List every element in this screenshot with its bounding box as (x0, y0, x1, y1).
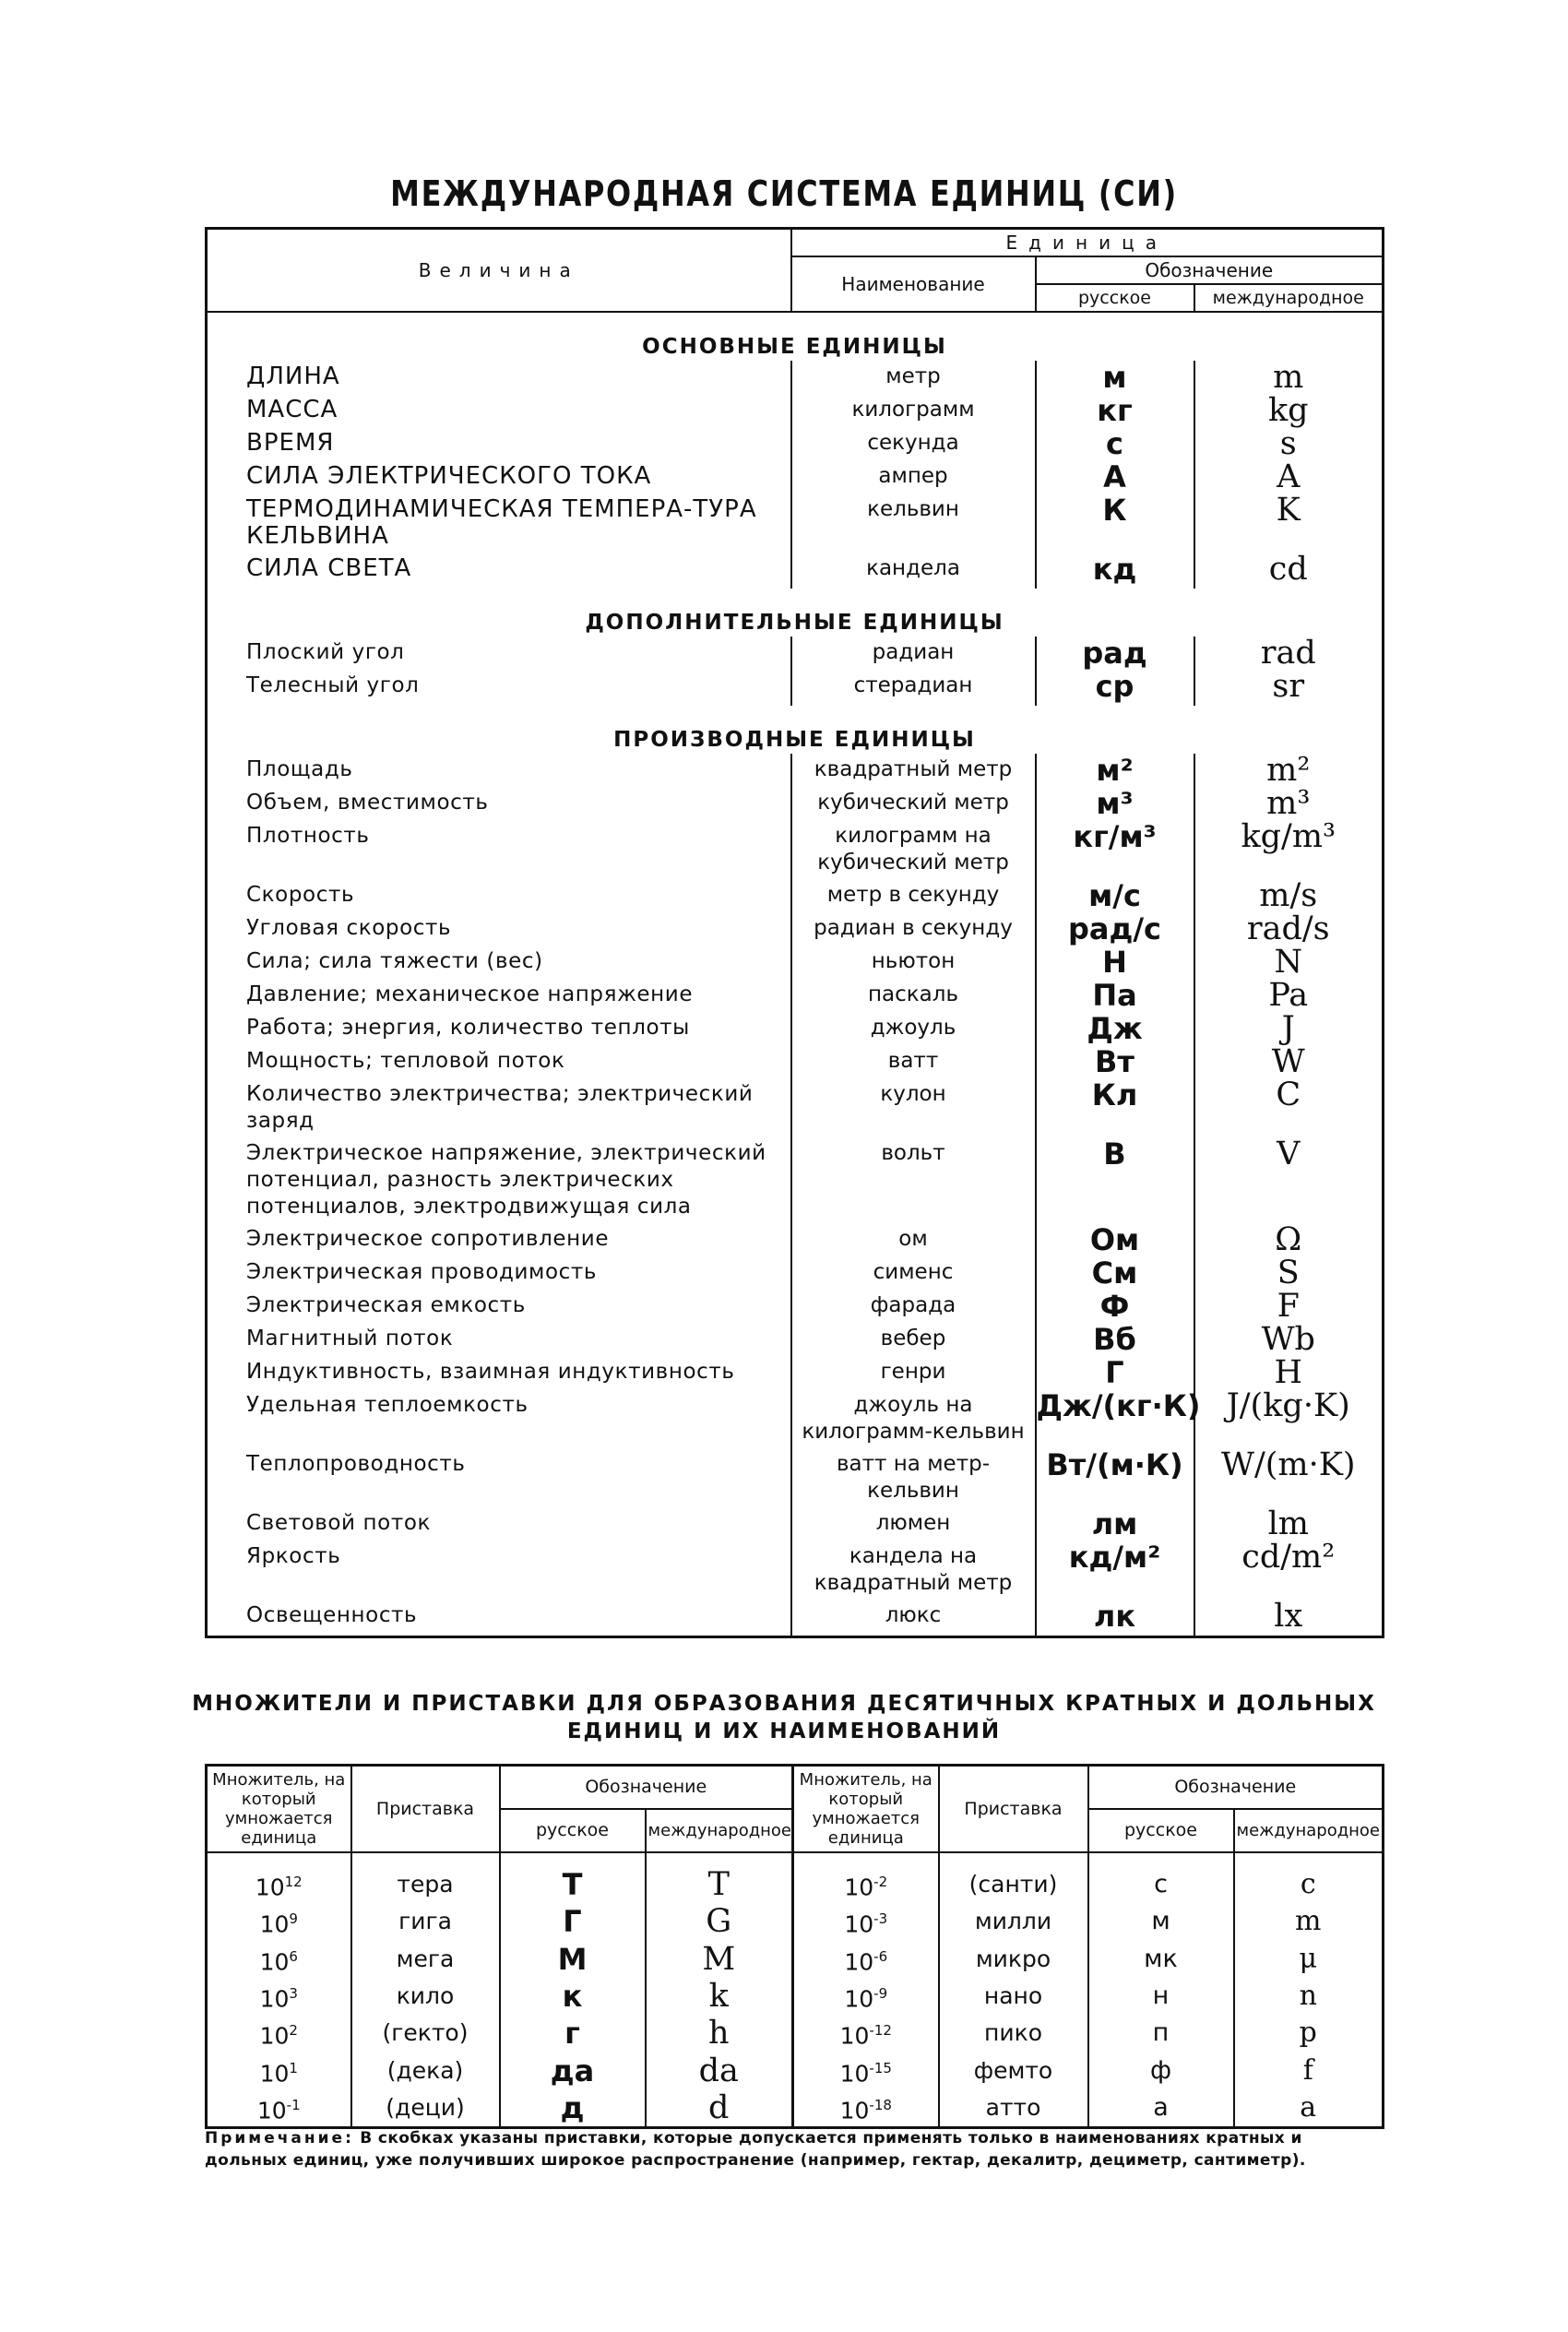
russian-symbol: ср (1036, 670, 1194, 706)
prefix-name: фемто (939, 2052, 1088, 2089)
unit-name: вебер (791, 1323, 1036, 1356)
multiplier-value: $10^{-15}$ (793, 2052, 939, 2089)
quantity-name: Телесный угол (246, 673, 420, 697)
unit-row (207, 1541, 1384, 1600)
multiplier-value: $10^1$ (259, 2059, 298, 2087)
quantity-name: Яркость (246, 1544, 341, 1568)
footnote-label: Примечание: (205, 2129, 354, 2148)
prefix-table-title (0, 1690, 1568, 1745)
quantity-name: Теплопроводность (246, 1452, 466, 1476)
prefix-international-symbol: T (646, 1852, 793, 1903)
header-russian: русское (1036, 284, 1194, 312)
russian-symbol: См (1036, 1256, 1194, 1290)
international-symbol: Wb (1194, 1323, 1384, 1356)
quantity-name: ВРЕМЯ (246, 429, 335, 457)
quantity-name: Плоский угол (246, 640, 405, 664)
multiplier-exponent: -12 (869, 2022, 892, 2040)
unit-row (207, 1137, 1384, 1223)
prefix-name: (деци) (351, 2089, 500, 2128)
international-symbol: W (1194, 1045, 1384, 1078)
prefix-name: мега (351, 1941, 500, 1978)
prefix-name: (гекто) (351, 2015, 500, 2052)
prefix-russian-symbol: с (1088, 1852, 1234, 1903)
section-title: ПРОИЗВОДНЫЕ ЕДИНИЦЫ (613, 728, 976, 752)
international-symbol: K (1194, 494, 1384, 553)
multiplier-exponent: -3 (873, 1910, 888, 1928)
international-symbol: C (1194, 1078, 1384, 1137)
prefix-title-line2: ЕДИНИЦ И ИХ НАИМЕНОВАНИЙ (566, 1719, 1002, 1743)
unit-name: метр (791, 361, 1036, 394)
prefix-russian-symbol: Г (500, 1903, 646, 1940)
multiplier-value: $10^{-18}$ (793, 2089, 939, 2128)
multiplier-exponent: -9 (873, 1984, 888, 2002)
prefix-international-symbol: k (646, 1978, 793, 2015)
russian-symbol: Ом (1036, 1223, 1194, 1256)
unit-row (207, 427, 1384, 460)
unit-row (207, 1600, 1384, 1637)
international-symbol: rad (1194, 637, 1384, 670)
russian-symbol: м (1036, 361, 1194, 394)
unit-name: секунда (791, 427, 1036, 460)
prefix-russian-symbol: м (1088, 1903, 1234, 1940)
unit-name: кулон (791, 1078, 1036, 1137)
russian-symbol: кг (1036, 394, 1194, 427)
prefix-row (207, 1941, 1384, 1978)
section-header (207, 312, 1384, 361)
prefix-header-russian: русское (500, 1809, 646, 1852)
unit-name: фарада (791, 1290, 1036, 1323)
prefix-header-russian: русское (1088, 1809, 1234, 1852)
prefix-row (207, 2052, 1384, 2089)
prefix-header-prefix: Приставка (351, 1766, 500, 1853)
multiplier-exponent: 6 (289, 1947, 298, 1965)
prefix-international-symbol: f (1234, 2052, 1384, 2089)
unit-name: люмен (791, 1507, 1036, 1541)
prefix-name: тера (351, 1852, 500, 1903)
prefix-name: нано (939, 1978, 1088, 2015)
unit-row (207, 979, 1384, 1012)
multiplier-value: $10^9$ (259, 1910, 298, 1938)
quantity-name: Сила; сила тяжести (вес) (246, 949, 543, 973)
prefix-international-symbol: p (1234, 2015, 1384, 2052)
quantity-name: Скорость (246, 883, 355, 907)
russian-symbol: м³ (1036, 787, 1194, 820)
international-symbol: S (1194, 1256, 1384, 1290)
quantity-name: Электрическое сопротивление (246, 1227, 610, 1251)
section-title: ДОПОЛНИТЕЛЬНЫЕ ЕДИНИЦЫ (585, 611, 1004, 635)
multiplier-exponent: -6 (873, 1947, 888, 1965)
multiplier-value: $10^{-6}$ (793, 1941, 939, 1978)
russian-symbol: Ф (1036, 1290, 1194, 1323)
quantity-name: Электрическая емкость (246, 1293, 526, 1317)
prefix-row (207, 1852, 1384, 1903)
prefix-name: (дека) (351, 2052, 500, 2089)
prefix-russian-symbol: к (500, 1978, 646, 2015)
unit-name: стерадиан (791, 670, 1036, 706)
quantity-name: ТЕРМОДИНАМИЧЕСКАЯ ТЕМПЕРА-ТУРА КЕЛЬВИНА (246, 495, 757, 550)
multiplier-exponent: 9 (289, 1910, 298, 1928)
russian-symbol: Вт/(м·К) (1036, 1448, 1194, 1507)
prefix-header-designation: Обозначение (500, 1766, 793, 1810)
quantity-name: ДЛИНА (246, 363, 340, 390)
international-symbol: lm (1194, 1507, 1384, 1541)
unit-name: килограмм на кубический метр (791, 820, 1036, 879)
russian-symbol: В (1036, 1137, 1194, 1223)
prefix-table (205, 1764, 1384, 2129)
quantity-name: Объем, вместимость (246, 791, 489, 815)
unit-row (207, 1290, 1384, 1323)
multiplier-value: $10^{-12}$ (793, 2015, 939, 2052)
unit-name: квадратный метр (791, 754, 1036, 787)
russian-symbol: Н (1036, 946, 1194, 979)
quantity-name: Удельная теплоемкость (246, 1393, 529, 1417)
unit-name: ампер (791, 460, 1036, 494)
multiplier-exponent: -2 (873, 1874, 888, 1890)
russian-symbol: лк (1036, 1600, 1194, 1637)
russian-symbol: лм (1036, 1507, 1194, 1541)
unit-row (207, 494, 1384, 553)
si-units-table (205, 227, 1384, 1638)
unit-row (207, 1389, 1384, 1448)
header-unit: Единица (791, 229, 1384, 257)
international-symbol: m² (1194, 754, 1384, 787)
quantity-name: Световой поток (246, 1511, 431, 1535)
unit-row (207, 820, 1384, 879)
unit-row (207, 1012, 1384, 1045)
unit-name: радиан в секунду (791, 912, 1036, 946)
russian-symbol: Кл (1036, 1078, 1194, 1137)
prefix-russian-symbol: г (500, 2015, 646, 2052)
prefix-name: милли (939, 1903, 1088, 1940)
header-international: международное (1194, 284, 1384, 312)
prefix-russian-symbol: Т (500, 1852, 646, 1903)
unit-name: кельвин (791, 494, 1036, 553)
prefix-row (207, 2015, 1384, 2052)
prefix-international-symbol: G (646, 1903, 793, 1940)
prefix-international-symbol: M (646, 1941, 793, 1978)
unit-row (207, 670, 1384, 706)
prefix-row (207, 1978, 1384, 2015)
unit-name: кубический метр (791, 787, 1036, 820)
international-symbol: kg (1194, 394, 1384, 427)
prefix-russian-symbol: мк (1088, 1941, 1234, 1978)
footnote (205, 2127, 1382, 2171)
international-symbol: H (1194, 1356, 1384, 1389)
quantity-name: Угловая скорость (246, 916, 452, 940)
russian-symbol: Па (1036, 979, 1194, 1012)
international-symbol: rad/s (1194, 912, 1384, 946)
prefix-header-international: международное (646, 1809, 793, 1852)
russian-symbol: А (1036, 460, 1194, 494)
international-symbol: Ω (1194, 1223, 1384, 1256)
multiplier-exponent: 3 (289, 1984, 298, 2002)
international-symbol: m/s (1194, 879, 1384, 912)
russian-symbol: К (1036, 494, 1194, 553)
unit-row (207, 361, 1384, 394)
unit-row (207, 1078, 1384, 1137)
international-symbol: Pa (1194, 979, 1384, 1012)
unit-row (207, 946, 1384, 979)
multiplier-value: $10^{12}$ (255, 1874, 303, 1901)
prefix-row (207, 2089, 1384, 2128)
international-symbol: V (1194, 1137, 1384, 1223)
unit-row (207, 1323, 1384, 1356)
international-symbol: s (1194, 427, 1384, 460)
unit-name: люкс (791, 1600, 1036, 1637)
unit-row (207, 879, 1384, 912)
unit-name: метр в секунду (791, 879, 1036, 912)
russian-symbol: Г (1036, 1356, 1194, 1389)
unit-row (207, 787, 1384, 820)
multiplier-value: $10^{-1}$ (256, 2096, 301, 2124)
quantity-name: Индуктивность, взаимная индуктивность (246, 1360, 735, 1384)
multiplier-value: $10^3$ (259, 1984, 298, 2013)
unit-row (207, 1045, 1384, 1078)
multiplier-value: $10^2$ (259, 2022, 298, 2050)
russian-symbol: кд (1036, 553, 1194, 589)
section-title: ОСНОВНЫЕ ЕДИНИЦЫ (207, 312, 1384, 361)
unit-row (207, 912, 1384, 946)
unit-name: ньютон (791, 946, 1036, 979)
prefix-name: (санти) (939, 1852, 1088, 1903)
multiplier-value: $10^{-9}$ (793, 1978, 939, 2015)
prefix-international-symbol: da (646, 2052, 793, 2089)
international-symbol: cd/m² (1194, 1541, 1384, 1600)
quantity-name: Работа; энергия, количество теплоты (246, 1016, 690, 1040)
multiplier-exponent: -1 (286, 2096, 301, 2113)
russian-symbol: Дж (1036, 1012, 1194, 1045)
quantity-name: Мощность; тепловой поток (246, 1049, 565, 1073)
section-header (207, 589, 1384, 637)
multiplier-exponent: 1 (289, 2059, 298, 2076)
quantity-name: МАССА (246, 396, 339, 423)
unit-name: паскаль (791, 979, 1036, 1012)
unit-name: вольт (791, 1137, 1036, 1223)
unit-name: джоуль (791, 1012, 1036, 1045)
russian-symbol: м² (1036, 754, 1194, 787)
prefix-russian-symbol: п (1088, 2015, 1234, 2052)
prefix-russian-symbol: М (500, 1941, 646, 1978)
prefix-russian-symbol: а (1088, 2089, 1234, 2128)
russian-symbol: рад/с (1036, 912, 1194, 946)
unit-row (207, 1356, 1384, 1389)
prefix-russian-symbol: н (1088, 1978, 1234, 2015)
header-name: Наименование (791, 256, 1036, 312)
prefix-international-symbol: a (1234, 2089, 1384, 2128)
unit-row (207, 1223, 1384, 1256)
prefix-russian-symbol: ф (1088, 2052, 1234, 2089)
international-symbol: J/(kg·K) (1194, 1389, 1384, 1448)
international-symbol: sr (1194, 670, 1384, 706)
page-title: МЕЖДУНАРОДНАЯ СИСТЕМА ЕДИНИЦ (СИ) (390, 173, 1178, 214)
prefix-name: кило (351, 1978, 500, 2015)
unit-row (207, 1507, 1384, 1541)
prefix-international-symbol: m (1234, 1903, 1384, 1940)
unit-name: сименс (791, 1256, 1036, 1290)
unit-row (207, 460, 1384, 494)
unit-row (207, 394, 1384, 427)
quantity-name: СИЛА ЭЛЕКТРИЧЕСКОГО ТОКА (246, 462, 652, 490)
multiplier-value: $10^{-2}$ (793, 1852, 939, 1903)
prefix-international-symbol: c (1234, 1852, 1384, 1903)
international-symbol: A (1194, 460, 1384, 494)
prefix-table-body (207, 1852, 1384, 2128)
quantity-name: Магнитный поток (246, 1327, 454, 1350)
international-symbol: J (1194, 1012, 1384, 1045)
international-symbol: m (1194, 361, 1384, 394)
header-designation: Обозначение (1036, 256, 1384, 284)
international-symbol: lx (1194, 1600, 1384, 1637)
footnote-text: В скобках указаны приставки, которые допускается применять только в наименованиях кратных и дольных единиц, уже получивших широкое распространение (например, гектар, декалитр, дециметр, сантиметр). (205, 2129, 1306, 2170)
russian-symbol: Дж/(кг·К) (1036, 1389, 1194, 1448)
quantity-name: Площадь (246, 757, 353, 781)
multiplier-value: $10^{-3}$ (793, 1903, 939, 1940)
unit-name: ватт (791, 1045, 1036, 1078)
quantity-name: Освещенность (246, 1603, 418, 1627)
prefix-name: пико (939, 2015, 1088, 2052)
si-units-body (207, 312, 1384, 1637)
prefix-header-multiplier: Множитель, на который умножается единица (207, 1766, 351, 1853)
prefix-name: микро (939, 1941, 1088, 1978)
unit-row (207, 637, 1384, 670)
unit-name: кандела на квадратный метр (791, 1541, 1036, 1600)
prefix-international-symbol: d (646, 2089, 793, 2128)
quantity-name: Давление; механическое напряжение (246, 982, 694, 1006)
russian-symbol: с (1036, 427, 1194, 460)
russian-symbol: Вб (1036, 1323, 1194, 1356)
prefix-international-symbol: n (1234, 1978, 1384, 2015)
international-symbol: F (1194, 1290, 1384, 1323)
international-symbol: W/(m·K) (1194, 1448, 1384, 1507)
header-quantity: Величина (207, 229, 791, 313)
unit-name: генри (791, 1356, 1036, 1389)
unit-row (207, 1256, 1384, 1290)
unit-name: ом (791, 1223, 1036, 1256)
prefix-header-multiplier: Множитель, на который умножается единица (793, 1766, 939, 1853)
quantity-name: Плотность (246, 824, 370, 848)
unit-row (207, 1448, 1384, 1507)
section-header (207, 706, 1384, 754)
international-symbol: m³ (1194, 787, 1384, 820)
prefix-title-line1: МНОЖИТЕЛИ И ПРИСТАВКИ ДЛЯ ОБРАЗОВАНИЯ ДЕСЯТИЧНЫХ КРАТНЫХ И ДОЛЬНЫХ (192, 1692, 1376, 1716)
prefix-name: атто (939, 2089, 1088, 2128)
unit-name: ватт на метр-кельвин (791, 1448, 1036, 1507)
russian-symbol: кд/м² (1036, 1541, 1194, 1600)
multiplier-exponent: -15 (869, 2059, 892, 2076)
international-symbol: N (1194, 946, 1384, 979)
unit-row (207, 754, 1384, 787)
international-symbol: kg/m³ (1194, 820, 1384, 879)
prefix-row (207, 1903, 1384, 1940)
prefix-header-international: международное (1234, 1809, 1384, 1852)
quantity-name: Количество электричества; электрический заряд (246, 1082, 754, 1133)
prefix-header-prefix: Приставка (939, 1766, 1088, 1853)
unit-name: радиан (791, 637, 1036, 670)
quantity-name: Электрическое напряжение, электрический потенциал, разность электрических потенциалов, электродвижущая сила (246, 1141, 766, 1219)
russian-symbol: кг/м³ (1036, 820, 1194, 879)
quantity-name: Электрическая проводимость (246, 1260, 598, 1284)
prefix-international-symbol: μ (1234, 1941, 1384, 1978)
multiplier-exponent: 12 (284, 1874, 303, 1890)
unit-row (207, 553, 1384, 589)
multiplier-value: $10^6$ (259, 1947, 298, 1975)
prefix-header-designation: Обозначение (1088, 1766, 1384, 1810)
russian-symbol: м/с (1036, 879, 1194, 912)
multiplier-exponent: 2 (289, 2022, 298, 2040)
unit-name: джоуль на килограмм-кельвин (791, 1389, 1036, 1448)
unit-name: кандела (791, 553, 1036, 589)
prefix-name: гига (351, 1903, 500, 1940)
russian-symbol: Вт (1036, 1045, 1194, 1078)
russian-symbol: рад (1036, 637, 1194, 670)
prefix-russian-symbol: да (500, 2052, 646, 2089)
multiplier-exponent: -18 (869, 2096, 892, 2113)
prefix-international-symbol: h (646, 2015, 793, 2052)
unit-name: килограмм (791, 394, 1036, 427)
international-symbol: cd (1194, 553, 1384, 589)
prefix-russian-symbol: д (500, 2089, 646, 2128)
quantity-name: СИЛА СВЕТА (246, 554, 412, 582)
